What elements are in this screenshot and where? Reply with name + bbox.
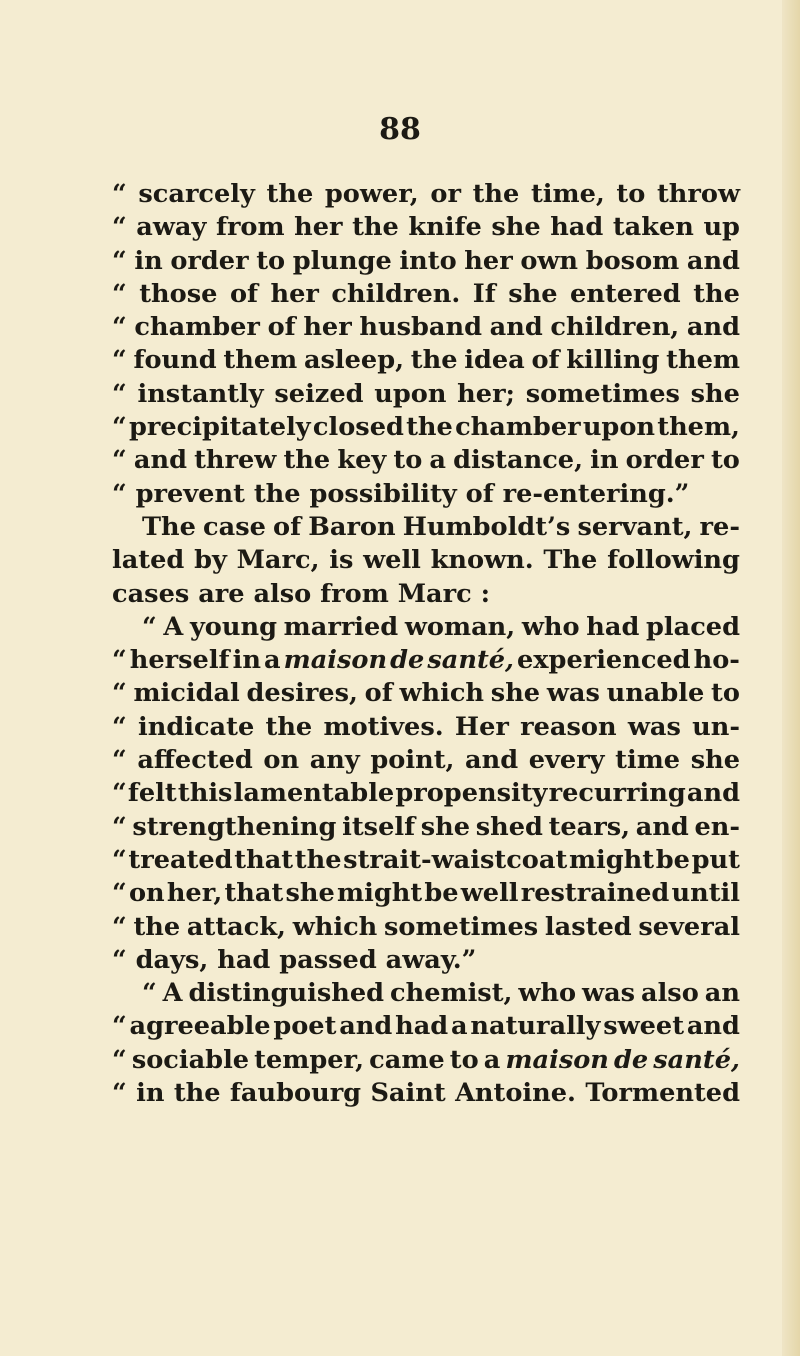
text-line: “ affected on any point, and every time she <box>112 745 740 776</box>
text-line: “ chamber of her husband and children, and <box>112 312 740 343</box>
text-line: “ scarcely the power, or the time, to throw <box>112 179 740 209</box>
text-line: “ those of her children. If she entered the <box>112 278 740 309</box>
text-line: “ and threw the key to a distance, in order to <box>112 445 740 476</box>
text-line: The case of Baron Humboldt’s servant, re- <box>142 511 740 542</box>
text-line: “ found them asleep, the idea of killing them <box>112 345 740 376</box>
text-line: “ agreeable poet and had a naturally sweet and <box>112 1011 740 1042</box>
text-line: “ A young married woman, who had placed <box>142 611 740 642</box>
text-line: “ strengthening itself she shed tears, and en- <box>112 811 740 842</box>
text-line: “ away from her the knife she had taken up <box>112 212 740 243</box>
text-line: “ micidal desires, of which she was unable to <box>112 678 740 709</box>
text-line: “ instantly seized upon her; sometimes she <box>112 378 740 409</box>
page-edge <box>782 0 800 1356</box>
text-line: “ indicate the motives. Her reason was un- <box>112 711 740 742</box>
text-line: “ in the faubourg Saint Antoine. Tormented <box>112 1078 740 1109</box>
text-line: “ in order to plunge into her own bosom and <box>112 245 740 276</box>
text-line: “ sociable temper, came to a maison de santé, <box>112 1044 740 1075</box>
text-line: “ the attack, which sometimes lasted several <box>112 911 740 942</box>
text-line: “ felt this lamentable propensity recurring and <box>112 778 740 809</box>
page-number: 88 <box>379 112 421 147</box>
text-line: “ on her, that she might be well restrained until <box>112 878 740 909</box>
text-line: cases are also from Marc : <box>112 578 491 609</box>
text-line: lated by Marc, is well known. The following <box>112 545 740 576</box>
text-line: “ herself in a maison de santé, experienced ho- <box>112 645 740 676</box>
text-line: “ A distinguished chemist, who was also an <box>142 978 740 1009</box>
text-line: “ treated that the strait-waistcoat might be put <box>112 844 740 875</box>
body-text <box>112 178 740 1110</box>
text-line: “ precipitately closed the chamber upon them, <box>112 412 740 443</box>
text-line: “ days, had passed away.” <box>112 944 477 975</box>
text-line: “ prevent the possibility of re-entering.” <box>112 478 690 509</box>
